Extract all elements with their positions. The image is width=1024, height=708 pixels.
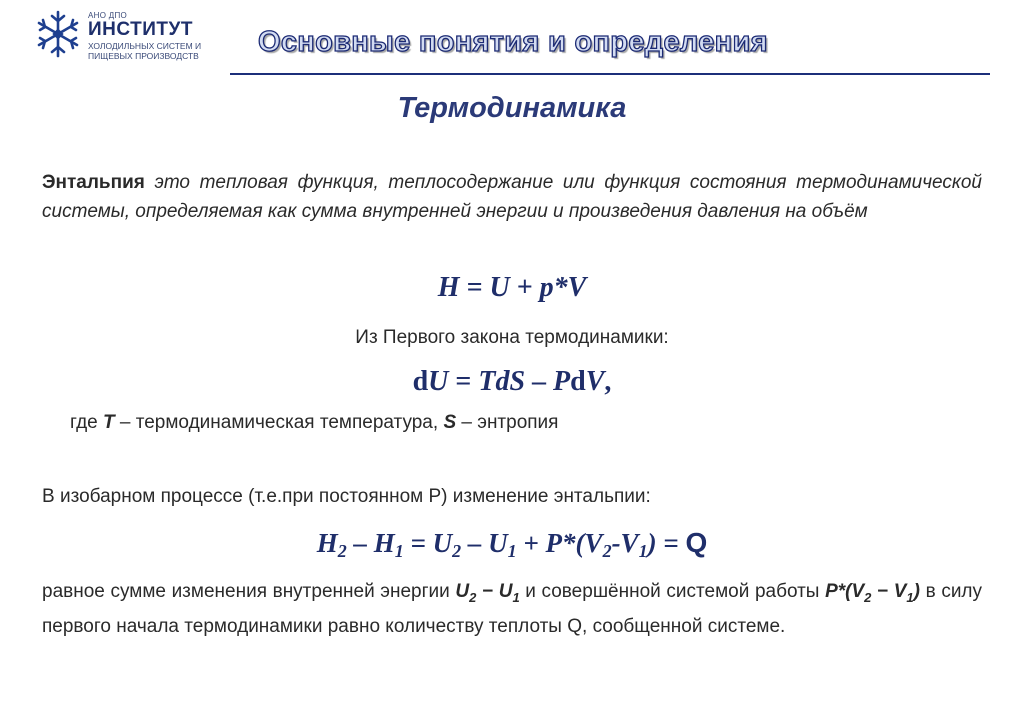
first-law-intro: Из Первого закона термодинамики: [355, 327, 669, 348]
enthalpy-definition [42, 168, 982, 226]
logo-subtitle-line2: ПИЩЕВЫХ ПРОИЗВОДСТВ [88, 51, 199, 61]
isobaric-process-text: В изобарном процессе (т.е.при постоянном Р) изменение энтальпии: [42, 486, 651, 507]
snowflake-icon [32, 8, 84, 60]
page-header-title: Основные понятия и определения [258, 26, 768, 58]
logo-subtitle-line1: ХОЛОДИЛЬНЫХ СИСТЕМ И [88, 41, 202, 51]
variables-explanation: где T – термодинамическая температура, S – энтропия [70, 412, 559, 433]
first-law-formula: dU = TdS – PdV, [412, 366, 612, 397]
institute-logo [32, 8, 222, 60]
conclusion-paragraph: равное сумме изменения внутренней энергии $U_2 - U_1$ и совершённой системой работы $P*(V_2 - V_1)$ в силу первого начала термодинамики равно количеству теплоты Q, сообщенной системе. [42, 581, 983, 637]
section-title: Термодинамика [397, 92, 627, 124]
logo-name: ИНСТИТУТ [88, 19, 193, 40]
logo-org-label: АНО ДПО [88, 11, 128, 20]
definition-text: это тепловая функция, теплосодержание или функция состояния термодинамической системы, определяемая как сумма внутренней энергии и произведения давления на объём [42, 172, 982, 222]
enthalpy-change-formula: $H_2 - H_1 = U_2 - U_1 + P*(V_2-V_1) = Q$ [316, 527, 708, 561]
definition-term: Энтальпия [42, 172, 145, 193]
header-divider [230, 73, 990, 75]
enthalpy-formula: H = U + p*V [437, 272, 587, 303]
